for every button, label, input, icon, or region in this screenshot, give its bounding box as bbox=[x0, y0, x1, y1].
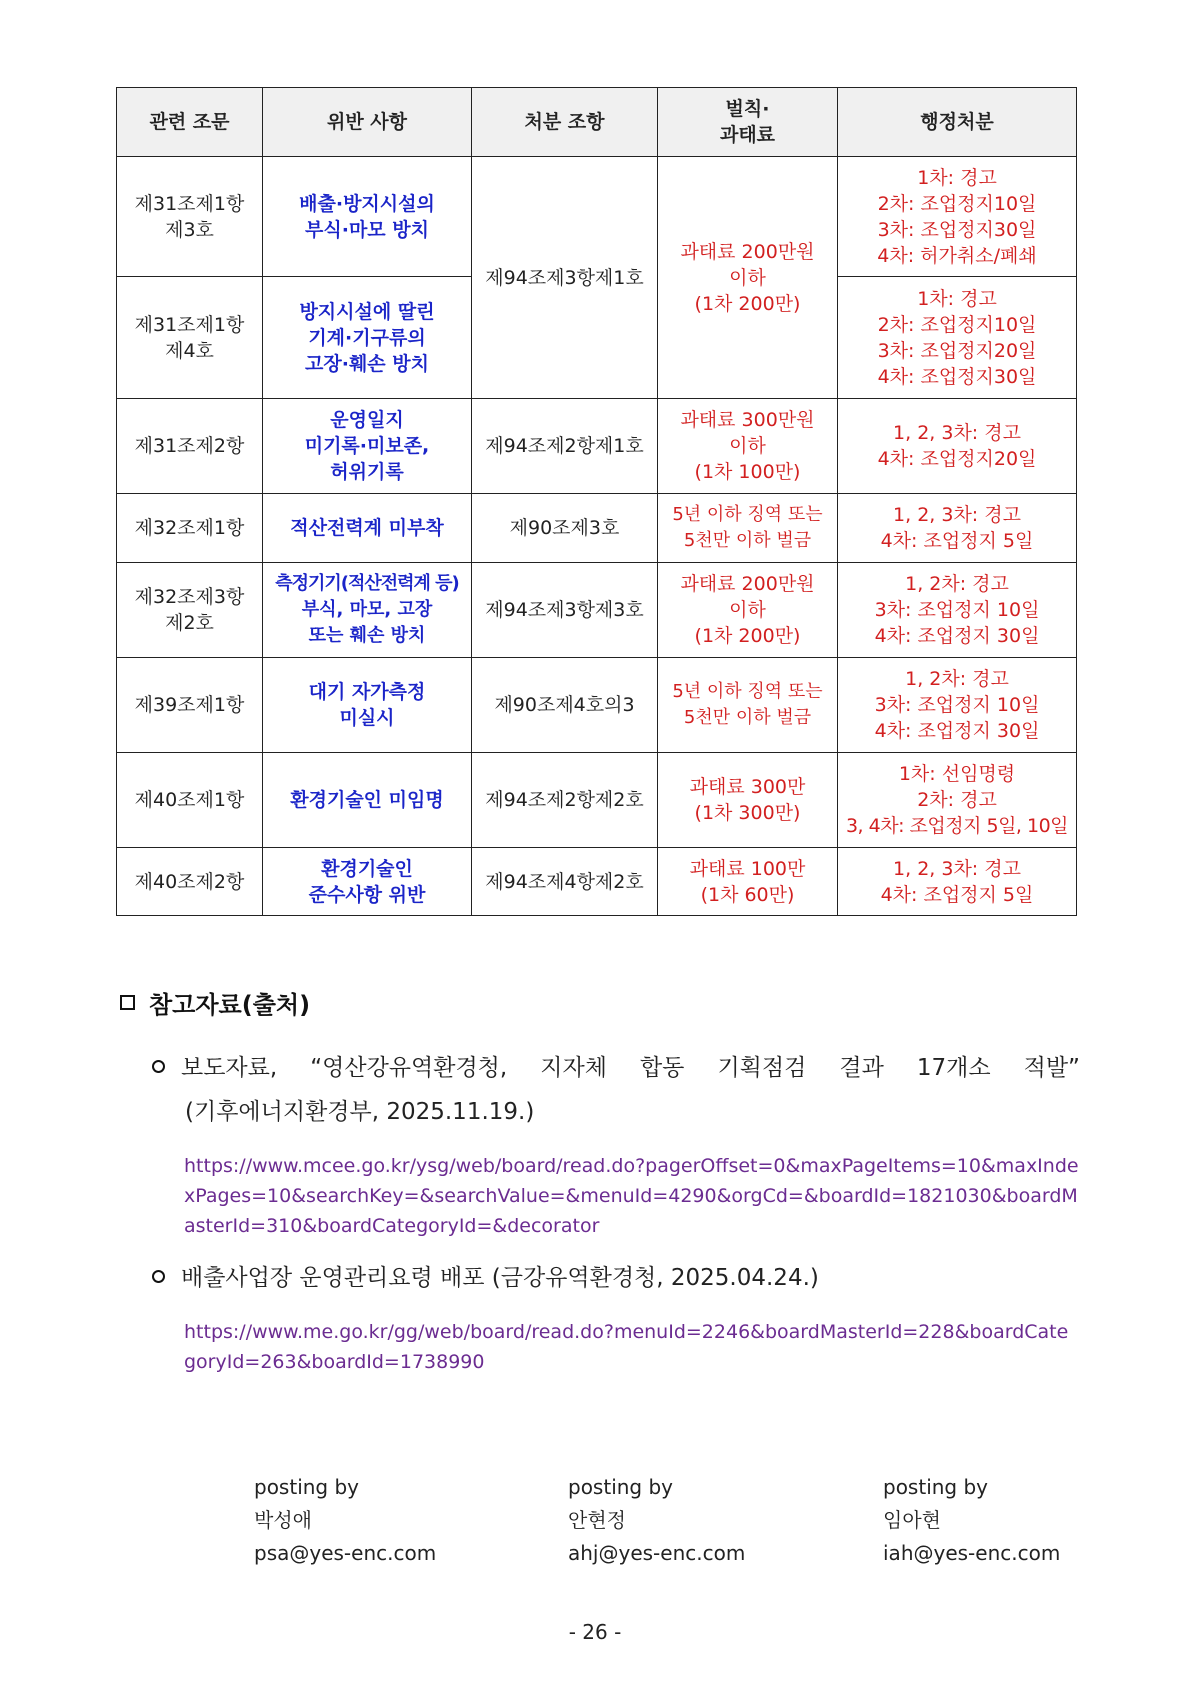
circle-bullet-icon bbox=[152, 1060, 165, 1073]
violation-line: 미기록·미보존, bbox=[304, 435, 430, 457]
reference-link[interactable]: https://www.me.go.kr/gg/web/board/read.do?menuId=2246&boardMasterId=228&boardCategoryId=263&boardId=1738990 bbox=[184, 1321, 1069, 1373]
penalty-line: 5년 이하 징역 또는 bbox=[672, 681, 823, 702]
header-article: 관련 조문 bbox=[117, 88, 263, 157]
article-line: 제32조제3항 bbox=[134, 586, 245, 608]
posting-email: ahj@yes-enc.com bbox=[568, 1541, 746, 1565]
posting-label: posting by bbox=[254, 1475, 360, 1499]
violation-line: 방지시설에 딸린 bbox=[299, 300, 435, 323]
admin-line: 3차: 조업정지 10일 bbox=[874, 694, 1040, 716]
admin-cell bbox=[838, 494, 1077, 563]
reference-word: 기획점검 bbox=[717, 1055, 807, 1081]
admin-line: 4차: 조업정지30일 bbox=[877, 365, 1037, 388]
violation-line: 또는 훼손 방치 bbox=[308, 625, 426, 646]
penalty-line: 5천만 이하 벌금 bbox=[683, 530, 812, 551]
article-line: 제31조제2항 bbox=[134, 435, 245, 457]
header-violation: 위반 사항 bbox=[263, 88, 472, 157]
penalty-cell bbox=[658, 399, 838, 494]
reference-word: 적발” bbox=[1023, 1055, 1080, 1081]
admin-line: 3차: 조업정지30일 bbox=[877, 218, 1037, 241]
violation-line: 부식·마모 방치 bbox=[305, 218, 429, 241]
article-cell bbox=[117, 563, 263, 658]
table-row bbox=[117, 399, 1077, 494]
admin-cell bbox=[838, 658, 1077, 753]
posting-name: 안현정 bbox=[568, 1508, 626, 1532]
admin-line: 1, 2, 3차: 경고 bbox=[893, 422, 1021, 444]
posting-name: 임아현 bbox=[883, 1508, 941, 1532]
clause-cell: 제90조제4호의3 bbox=[472, 658, 658, 753]
penalty-line: 이하 bbox=[729, 266, 766, 289]
posting-email: iah@yes-enc.com bbox=[883, 1541, 1061, 1565]
admin-line: 4차: 허가취소/폐쇄 bbox=[877, 244, 1037, 267]
penalty-cell bbox=[658, 658, 838, 753]
violation-line: 미실시 bbox=[339, 707, 395, 729]
admin-cell bbox=[838, 753, 1077, 848]
admin-line: 4차: 조업정지 30일 bbox=[874, 625, 1040, 647]
penalty-line: (1차 60만) bbox=[700, 883, 795, 906]
clause-cell: 제94조제2항제2호 bbox=[472, 753, 658, 848]
header-clause: 처분 조항 bbox=[472, 88, 658, 157]
posting-block bbox=[568, 1471, 745, 1570]
reference-word: 결과 bbox=[839, 1055, 884, 1081]
admin-line: 2차: 조업정지10일 bbox=[877, 192, 1037, 215]
admin-cell bbox=[838, 848, 1077, 916]
posting-label: posting by bbox=[568, 1475, 674, 1499]
violation-line: 운영일지 bbox=[330, 409, 404, 431]
article-cell bbox=[117, 658, 263, 753]
article-cell bbox=[117, 157, 263, 277]
penalty-line: 5년 이하 징역 또는 bbox=[672, 504, 823, 525]
violation-cell bbox=[263, 563, 472, 658]
penalty-line: 과태료 200만원 bbox=[680, 573, 815, 595]
article-line: 제40조제1항 bbox=[134, 789, 245, 811]
table-row bbox=[117, 848, 1077, 916]
admin-line: 2차: 경고 bbox=[917, 789, 997, 811]
reference-item bbox=[152, 1256, 819, 1300]
table-row bbox=[117, 157, 1077, 277]
header-penalty bbox=[658, 88, 838, 157]
section-title-text: 참고자료(출처) bbox=[149, 991, 311, 1019]
article-cell bbox=[117, 753, 263, 848]
admin-line: 4차: 조업정지 30일 bbox=[874, 720, 1040, 742]
admin-cell bbox=[838, 563, 1077, 658]
violation-cell bbox=[263, 753, 472, 848]
clause-cell: 제94조제3항제3호 bbox=[472, 563, 658, 658]
penalty-line: (1차 100만) bbox=[694, 461, 801, 483]
clause-cell: 제90조제3호 bbox=[472, 494, 658, 563]
penalty-line: 과태료 200만원 bbox=[680, 240, 815, 263]
admin-line: 4차: 조업정지 5일 bbox=[880, 883, 1034, 906]
square-bullet-icon bbox=[120, 995, 135, 1010]
clause-cell: 제94조제3항제1호 bbox=[472, 157, 658, 399]
table-header-row bbox=[117, 88, 1077, 157]
reference-word: “영산강유역환경청, bbox=[310, 1055, 508, 1081]
penalty-line: (1차 200만) bbox=[694, 292, 801, 315]
reference-word: 합동 bbox=[639, 1055, 685, 1081]
violation-line: 기계·기구류의 bbox=[308, 326, 426, 349]
violation-line: 환경기술인 bbox=[321, 857, 413, 880]
violation-line: 배출·방지시설의 bbox=[299, 192, 435, 215]
violation-cell bbox=[263, 277, 472, 399]
penalty-line: 과태료 300만 bbox=[689, 776, 806, 798]
posting-block bbox=[883, 1471, 1060, 1570]
violation-line: 대기 자가측정 bbox=[308, 681, 426, 703]
header-admin: 행정처분 bbox=[838, 88, 1077, 157]
table-row bbox=[117, 658, 1077, 753]
violation-cell bbox=[263, 848, 472, 916]
reference-word: 지자체 bbox=[540, 1055, 607, 1081]
penalty-cell bbox=[658, 563, 838, 658]
article-line: 제40조제2항 bbox=[134, 870, 245, 893]
penalty-line: (1차 300만) bbox=[694, 802, 801, 824]
penalty-cell bbox=[658, 848, 838, 916]
header-penalty-line: 과태료 bbox=[719, 124, 776, 146]
penalty-cell bbox=[658, 753, 838, 848]
table-row bbox=[117, 563, 1077, 658]
clause-cell: 제94조제2항제1호 bbox=[472, 399, 658, 494]
table-row bbox=[117, 753, 1077, 848]
violation-cell bbox=[263, 157, 472, 277]
article-line: 제31조제1항 bbox=[134, 313, 245, 336]
reference-source: (기후에너지환경부, 2025.11.19.) bbox=[185, 1099, 535, 1125]
penalty-line: 이하 bbox=[729, 435, 766, 457]
penalty-cell bbox=[658, 494, 838, 563]
posting-label: posting by bbox=[883, 1475, 989, 1499]
admin-line: 1, 2차: 경고 bbox=[905, 573, 1009, 595]
article-line: 제32조제1항 bbox=[134, 517, 245, 539]
reference-word bbox=[152, 1046, 277, 1090]
violation-cell bbox=[263, 399, 472, 494]
reference-item bbox=[152, 1046, 1080, 1134]
article-line: 제39조제1항 bbox=[134, 694, 245, 716]
article-cell bbox=[117, 277, 263, 399]
reference-line bbox=[152, 1046, 1080, 1090]
article-line: 제3호 bbox=[165, 218, 214, 241]
penalty-line: (1차 200만) bbox=[694, 625, 801, 647]
reference-link[interactable]: https://www.mcee.go.kr/ysg/web/board/read.do?pagerOffset=0&maxPageItems=10&maxIndexPages=10&searchKey=&searchValue=&menuId=4290&orgCd=&boardId=1821030&boardMasterId=310&boardCategoryId=&decorator bbox=[184, 1155, 1079, 1237]
reference-word: 17개소 bbox=[916, 1055, 991, 1081]
admin-line: 4차: 조업정지 5일 bbox=[880, 530, 1034, 552]
admin-line: 1, 2, 3차: 경고 bbox=[893, 857, 1021, 880]
violation-cell bbox=[263, 494, 472, 563]
posting-block bbox=[254, 1471, 436, 1570]
admin-line: 2차: 조업정지10일 bbox=[877, 313, 1037, 336]
reference-word-text: 보도자료, bbox=[181, 1055, 278, 1081]
violation-line: 고장·훼손 방치 bbox=[305, 352, 429, 375]
violation-line: 적산전력계 미부착 bbox=[290, 517, 444, 539]
article-line: 제31조제1항 bbox=[134, 192, 245, 215]
article-cell bbox=[117, 399, 263, 494]
penalty-line: 5천만 이하 벌금 bbox=[683, 707, 812, 728]
violations-table bbox=[116, 87, 1077, 916]
admin-line: 1차: 경고 bbox=[917, 287, 997, 310]
admin-line: 1차: 경고 bbox=[917, 166, 997, 189]
admin-cell bbox=[838, 157, 1077, 277]
header-penalty-line: 벌칙· bbox=[725, 98, 770, 120]
page-number: - 26 - bbox=[568, 1620, 622, 1644]
admin-line: 1, 2, 3차: 경고 bbox=[893, 504, 1021, 526]
circle-bullet-icon bbox=[152, 1270, 165, 1283]
penalty-line: 과태료 100만 bbox=[689, 857, 806, 880]
violation-line: 환경기술인 미임명 bbox=[290, 789, 444, 811]
posting-email: psa@yes-enc.com bbox=[254, 1541, 437, 1565]
admin-line: 1, 2차: 경고 bbox=[905, 668, 1009, 690]
admin-line: 1차: 선임명령 bbox=[898, 763, 1016, 785]
violation-line: 측정기기(적산전력계 등) bbox=[275, 573, 459, 594]
penalty-line: 과태료 300만원 bbox=[680, 409, 815, 431]
penalty-cell bbox=[658, 157, 838, 399]
admin-line: 3, 4차: 조업정지 5일, 10일 bbox=[845, 815, 1069, 837]
admin-line: 4차: 조업정지20일 bbox=[877, 448, 1037, 470]
table-row bbox=[117, 494, 1077, 563]
admin-line: 3차: 조업정지20일 bbox=[877, 339, 1037, 362]
violation-line: 준수사항 위반 bbox=[308, 883, 426, 906]
article-cell bbox=[117, 848, 263, 916]
violation-cell bbox=[263, 658, 472, 753]
violation-line: 허위기록 bbox=[330, 461, 404, 483]
admin-line: 3차: 조업정지 10일 bbox=[874, 599, 1040, 621]
penalty-line: 이하 bbox=[729, 599, 766, 621]
posting-name: 박성애 bbox=[254, 1508, 312, 1532]
reference-text: 배출사업장 운영관리요령 배포 (금강유역환경청, 2025.04.24.) bbox=[181, 1265, 819, 1291]
violation-line: 부식, 마모, 고장 bbox=[301, 599, 433, 620]
admin-cell bbox=[838, 277, 1077, 399]
article-cell bbox=[117, 494, 263, 563]
article-line: 제2호 bbox=[165, 612, 214, 634]
admin-cell bbox=[838, 399, 1077, 494]
article-line: 제4호 bbox=[165, 339, 214, 362]
section-title bbox=[120, 985, 310, 1020]
clause-cell: 제94조제4항제2호 bbox=[472, 848, 658, 916]
